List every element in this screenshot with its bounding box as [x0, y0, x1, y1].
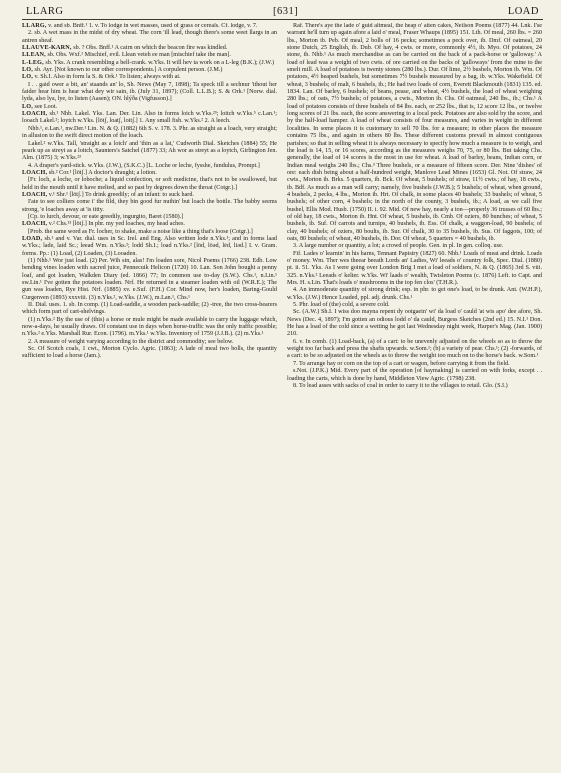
dictionary-entry — [22, 199, 277, 214]
entry-text: Nhb.¹, e.Lan.¹, nw.Der.¹ Lin. N. & Q. (1882) 6th S. v. 178. 3. Phr. as straight as a loach, very straight; in allusion to the swift direct motion of the loach. — [22, 125, 277, 140]
dictionary-entry — [287, 309, 542, 338]
header-right-word: LOAD — [507, 6, 539, 17]
right-column — [287, 23, 542, 773]
dictionary-entry — [22, 30, 277, 45]
dictionary-entry — [22, 221, 277, 228]
entry-headword: LOACH, — [22, 191, 48, 198]
dictionary-entry — [287, 383, 542, 390]
entry-headword: LO, — [22, 74, 34, 81]
entry-text: II. Dial. uses. 1. sb. In comp. (1) Load-saddle, a wooden pack-saddle; (2) -tree, the two cross-bearers which form part of cart-shelvings. — [22, 302, 277, 316]
entry-headword: LO, — [22, 103, 34, 110]
entry-text: I'ate to see colliers come i' the fild, they bin good fur nuthin' but loach the bottle. The babby seems strong, 'e loaches away at 'is titty. — [22, 199, 277, 213]
entry-headword: LOACH, — [22, 221, 48, 228]
entry-text: sb.² Cor.¹ [lōtʃ.] A doctor's draught; a lotion. — [47, 169, 157, 176]
dictionary-entry — [22, 74, 277, 81]
dictionary-entry — [22, 60, 277, 67]
page-number: [631] — [273, 6, 299, 17]
entry-text: sb. Ayr. [Not known to our other correspondents.] A corpulent person. (J.M.) — [33, 67, 223, 74]
entry-text: (1) n.Yks.² By the use of (this) a horse or mule might be made available to carry the luggage which, now-a-days, he usually draws. Of constant use in days when horse-traffic was the only traffic possible; n.Yks.² e.Yks. Marshall Rur. Econ. (1796). m.Yks.¹ w.Yks. Inventory of 1759 (J.J.B.). (2) m.Yks.¹ — [22, 316, 277, 338]
dictionary-entry — [22, 346, 277, 361]
entry-headword: LOACH, — [22, 111, 48, 118]
dictionary-entry — [287, 23, 542, 243]
text-columns — [22, 23, 543, 773]
entry-text: 8. To lead asses with sacks of coal in order to carry it to the villages to retail. Glo. (S.I.) — [293, 382, 508, 389]
entry-text: I . . gaid ower a bit, an' staands an' lo, Sh. News (May 7, 1898); Ta speck till a sechnur 'ithout her faider hear him is hear what dey wir sain, ib. (July 31, 1897); (Coll. L.L.B.); S. & Ork.¹ [Norw. dial. lyda, also lya, lye, to listen (Aasen); ON. hlýða (Vigfusson).] — [22, 81, 277, 103]
entry-text: sb. ? Obs. Bnff.¹ A cairn on which the beacon fire was kindled. — [71, 45, 228, 52]
entry-text: 7. To arrange hay or corn on the top of a cart or wagon, before carrying it from the field. — [293, 360, 510, 367]
dictionary-entry — [22, 258, 277, 302]
entry-text: v. and sb. Bnff.¹ 1. v. To lodge in wet masses, used of grass or cereals. Cf. lodge, v. 7. — [46, 23, 258, 29]
dictionary-entry — [287, 251, 542, 288]
entry-text: sb. Obs. Wxf.¹ Mischief, evil. Llean veteh ee man [mischief take the man]. — [45, 52, 231, 59]
entry-text: 3. A large number or quantity, a lot; a crowd of people. Gen. in pl. In gen. colloq. use. — [293, 243, 504, 250]
entry-headword: LOAD, — [22, 235, 43, 242]
entry-headword: LLEAN, — [22, 52, 46, 59]
entry-text: [Fr. loch, a loche, or loboche; a liquid confection, or soft medicine, that's not to be swallowed, but held in the mouth until it have melted, and so past by degrees down the throat (Cotgr.).] — [22, 177, 277, 191]
dictionary-entry — [22, 317, 277, 339]
dictionary-entry — [22, 111, 277, 126]
dictionary-entry — [22, 126, 277, 141]
entry-text: 6. v. In comb. (1) Load-back, (a) of a cart: to be unevenly adjusted on the wheels so as to throw the weight too far back and press the shafts upwards. w.Som.¹; (b) a variety of pear. Chs.¹; (2) -forwards, of a cart: to be so adjusted on the wheels as to throw the weight too much on to the horse's back. w.Som.¹ — [287, 338, 542, 360]
entry-text: 5. Phr. load of (the) cold, a severe cold. — [293, 302, 390, 309]
entry-text: Sc. Of Scotch coals, 1 cwt., Morton Cyclo. Agric. (1863); A lade of meal two bolls, the quantity sufficient to load a horse (Jam.). — [22, 346, 277, 360]
dictionary-entry — [287, 339, 542, 361]
entry-text: 4. A draper's yard-stick. w.Yks. (J.W.), (S.K.C.) [L. Loche or leche, fysshe, fundulus, Prompt.] — [28, 162, 260, 169]
entry-text: [Cp. to lurch, devour, or eate greedily, ingurgito, Baret (1580).] — [28, 213, 184, 220]
entry-text: v. Sh.I. Also in form la S. & Ork.¹ To listen; always with at. — [33, 74, 181, 81]
entry-text: Raf. There's aye the lade o' guid altmeal, the heap o' aiten cakes, Neilson Poems (1877) 44. Lnk. I'se warrant he'll turn up again afore a laid o' meal, Fraser Whaups (1895) 151. Lth. Of meal, 260 lbs. = 260 lbs., Morton ib. Peb. Of meal, 2 bolls of 16 pecks; sometimes a peck over, ib. Dmf. Of oatmeal, 20 stone Dutch, 25 English, ib. Dub. Of hay, 4 cwts. or more, commonly 4½, ib. Myo. Of potatoes, 24 stone, ib. Nhb.¹ As much merchandise as can be carried on the back of a pack-horse or 'galloway.' A load of lead was a weight of two cwts. of ore carried on the backs of 'galloways' from the mine to the smelt mill. A load of potatoes is twenty stones (280 lbs.). Dur. Of lime, 2½ bushels, Morton ib. Wm. Of potatoes, 4½ heaped bushels, but sometimes 7½ bushels measured by a bag, ib. w.Yks. Wakefield. Of wheat, 3 bushels; of malt, 6 bushels, ib.; He had two loads of corn, Everett Blackmouth (1831) 135. ed. 1834. Lan. Of barley, 6 bushels; of beans, pease, and wheat, 4½ bushels, the load of wheat weighing 280 lbs.; of oats, 7½ bushels; of potatoes, a cwts., Morton ib. Chs. Of oatmeal, 240 lbs., ib.; Chs.¹ A load of potatoes consists of three bushels of 84 lbs. each, or 252 lbs., that is, 12 score 12 lbs., or twelve long scores of 21 lbs. each, the score answering to a local peck. Potatoes are also sold by the score, and by the half-load hamper. A load of wheat consists of four measures, and varies in weight in different localities. In some places it is customary to sell 70 lbs. for a measure; in other places the measure contains 75 lbs., and again in others 80 lbs. These different customs prevail in almost contiguous parishes; so that in selling wheat it is always necessary to specify how much a measure is to weigh, and the load is 14, 15, or 16 scores, according as the measures weighs 70, 75, or 80 lbs. But taking Chs. generally, the load of 14 scores is the most in use for wheat. A load of barley, beans, Indian corn, or Indian meal weighs 240 lbs.; Chs.³ Three bushels, or a measure of fifteen score. Der. Nine 'dishes' of ore: each dish being about a half-hundred weight, Manlove Lead Mines (1653) Gl. Not. Of straw, 24 cwts., Morton ib. Brks. 5 quarters, ib. Bck. Of wheat, 5 bushels; of straw, 11½ cwts.; of hay, 18 cwts., ib. Bdf. As much as a man will carry; namely, five bushels (J.W.B.); 5 bushels; of wheat, when ground, 4 bushels, 2 pecks, 4 lbs., Morton ib. Hrt. Of chalk, in some places 40 bushels; 33 bushels; of wheat, 5 bushels; of other corn, 4 bushels; in the north of the county, 3 bushels, ib.; A load, as we call five bushel, Ellis Mod. Husb. (1750) II. i. 92. Mid. Of new hay, nearly a ton—properly 36 trusses of 60 lbs.; of old hay, 18 cwts., Morton ib. Hnt. Of wheat, 5 bushels, ib. Cmb. Of oziers, 80 bunches; of wheat, 5 bushels, ib. Suf. Of carrots and turnips, 40 bushels, ib. Ess. Of chalk, a waggon-load, 90 bushels; of clay, 40 bushels; of oziers, 80 boults, ib. Sur. Of chalk, 30 to 35 bushels, ib. Sus. Of faggots, 100; of oats, 80 bushels; of wheat, 40 bushels, ib. Dor. Of wheat, 5 quarters = 40 bushels, ib. — [287, 23, 542, 242]
dictionary-entry — [22, 177, 277, 192]
entry-text: sb.¹ and v. Var. dial. uses in Sc. Irel. and Eng. Also written lode n.Yks.¹; and in forms laad w.Yks.; lade, laid Sc.; leead Wm. n.Yks.²; lodd Sh.I.; load n.Yks.² [lōd, lōəd, lēd, liəd.] I. v. Gram. forms. Pp.: (1) Load, (2) Loaden, (3) Looaden. — [22, 235, 277, 257]
dictionary-entry — [287, 287, 542, 302]
entry-headword: L-LEG, — [22, 59, 44, 66]
dictionary-entry — [287, 243, 542, 250]
entry-text: see Loot. — [33, 103, 58, 110]
entry-text: 4. An immoderate quantity of strong drink; esp. in phr. to get one's load, to be drunk. Ant. (W.H.P.), w.Yks. (J.W.) Hence Loaded, ppl. adj. drunk. Chs.¹ — [287, 287, 542, 301]
dictionary-entry — [22, 229, 277, 236]
dictionary-entry — [22, 163, 277, 170]
entry-text: s.Not. (J.P.K.) Mid. Every part of the operation [of haymaking] is carried on with forks, except . . loading the carts, which is done by hand, Middleton View Agric. (1798) 238. — [287, 368, 542, 382]
entry-text: sb.¹ Nhb. Lakel. Yks. Lan. Der. Lin. Also in forms loich w.Yks.²³; loitch w.Yks.⁵ c.Lan.¹; looach Lakel.²; loytch w.Yks. [lōtʃ, loatʃ, loitʃ.] 1. Any small fish. w.Yks.² 2. A leech. — [22, 111, 277, 125]
dictionary-entry — [22, 302, 277, 317]
dictionary-entry — [22, 82, 277, 104]
header-left-word: LLARG — [26, 6, 64, 17]
dictionary-entry — [22, 52, 277, 59]
entry-headword: LOACH, — [22, 169, 48, 176]
entry-text: Fif. Lades o' learnin' in his harns, Tennant Papistry (1827) 60. Nhb.¹ Loads of meat and drink. Loads o' money. Wm. Ther wes theear beeath Lords an' Ladies, Wi' leeads o' country folk, Spec. Dial. (1880) pt. ii. 51. Yks. As I were going over London Brig I met a load of soldiers, N. & Q. (1865) 3rd S. viii. 325. n.Yks.² Leeads o' kelter. w.Yks. Wi' laads o' wealth, Twisleton Poems (c. 1876) Left. to Capt. and Mrs. H. s.Lin. That's loads o' mushrooms in the top fen clos' (T.H.R.). — [287, 250, 542, 287]
entry-text: (1) Nhb.¹ Wor just load. (2) Per. Wih sin, alas! I'm loaden sore, Nicol Poems (1766) 238. Edb. Low bending vines loaden with sacred juice, Pennecuik Helicon (1720) 10. Lan. Son John bought a penny loaf, and got loaden, Walkden Diary (ed. 1866) 77; In common use to-day (S.W.). Chs.¹, n.Lin.¹ sw.Lin.¹ I've gotten the potatoes loaden. Nrf. He returned in a steamer loaden with oil (W.R.E.); The gun was loaden, Rye Hist. Nrf. (1885) xv. e.Suf. (F.H.) Cor. Mind now, her's loaden, Baring-Gould Curgenven (1893) xxxviii. (3) n.Yks.², w.Yks. (J.W.), m.Lan.¹, Chs.¹ — [22, 258, 277, 301]
dictionary-entry — [22, 141, 277, 163]
entry-text: Sc. (A.W.) Sh.I. I wiss doo mayna repent dy ootgaein' wi' da load o' cauld 'at wis apo' dee afore, Sh. News (Dec. 4, 1897); I'm gotten an odious lodd o' da cauld, Burgess Sketches (2nd ed.) 15. N.I.¹ Don. He has a load of the cold since a wetting he got last Wednesday night week, Harper's Mag. (Jan. 1900) 210. — [287, 309, 542, 338]
entry-headword: LO, — [22, 67, 34, 74]
running-header — [22, 6, 543, 20]
entry-text: v.¹ Shr.¹ [lōtʃ.] To drink greedily; of an infant: to suck hard. — [47, 191, 194, 198]
entry-text: Lakel.² w.Yks. Tall, 'straight as a loich' and 'thin as a lat,' Cudworth Dial. Sketches (1884) 55; He peark up as streyt as a loitch, Saunters's Satchel (1877) 33; Ah wor as streyt as a loytch, Girlington Jen. Alm. (1875) 3; w.Yks.²³ — [22, 140, 277, 162]
entry-text: [Prob. the same word as Fr. locher, to shake, make a noise like a thing that's loose (Cotgr.).] — [28, 228, 253, 235]
dictionary-entry — [287, 368, 542, 383]
entry-text: v.² Chs.¹³ [lōtʃ.] In phr. my yed loaches, my head aches. — [47, 221, 185, 228]
entry-text: sb. Yks. A crank resembling a bell-crank. w.Yks. It will hev ta work on a L-leg (B.K.); (J.W.) — [43, 59, 275, 66]
dictionary-entry — [22, 236, 277, 258]
entry-headword: LLARG, — [22, 23, 47, 29]
entry-text: 2. sb. A wet mass in the midst of dry wheat. The corn 'ill lead, though there's some weet llargs in an antren sheaf. — [22, 30, 277, 44]
left-column — [22, 23, 277, 773]
entry-text: 2. A measure of weight varying according to the district and commodity; see below. — [28, 338, 234, 345]
entry-headword: LLAUVE-KARN, — [22, 45, 72, 52]
